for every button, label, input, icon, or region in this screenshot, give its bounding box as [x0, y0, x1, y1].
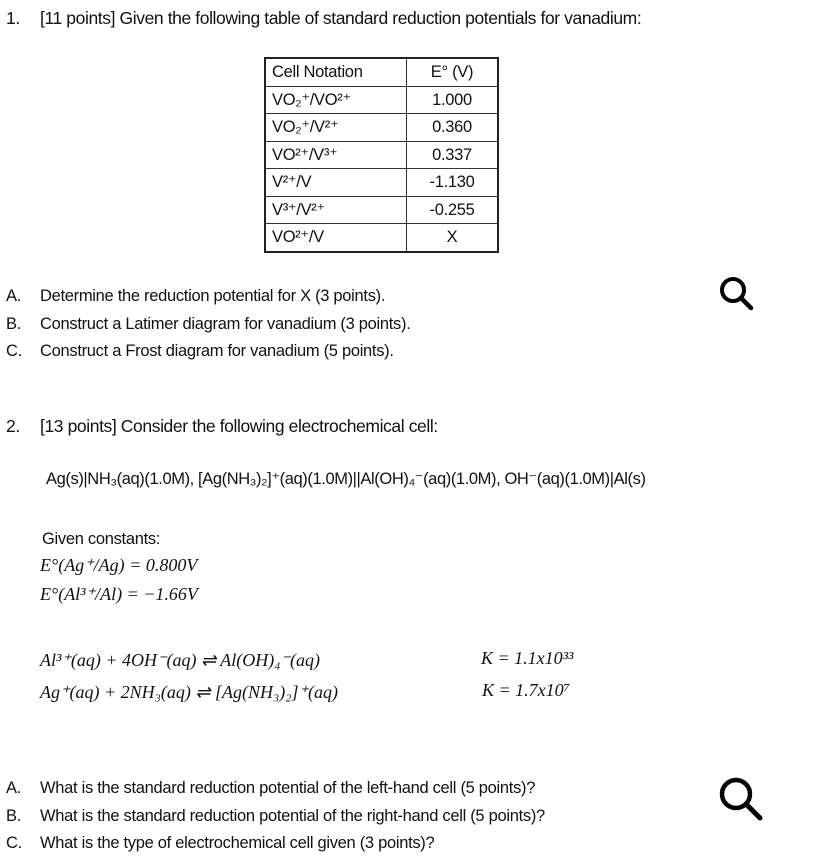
part-text: What is the type of electrochemical cell given (3 points)? [40, 834, 435, 852]
constant-label: E°(Ag⁺/Ag) [40, 555, 125, 575]
cell-notation: Ag(s)|NH₃(aq)(1.0M), [Ag(NH₃)₂]⁺(aq)(1.0M)||Al(OH)₄⁻(aq)(1.0M), OH⁻(aq)(1.0M)|Al(s) [46, 470, 646, 488]
part-letter: C. [6, 834, 22, 852]
question-2-parts [6, 779, 545, 862]
part-letter: B. [6, 314, 21, 333]
part-c [6, 342, 410, 370]
search-icon[interactable] [715, 274, 765, 320]
constant-ag [40, 555, 197, 576]
question-2-header [6, 416, 438, 437]
equilibrium-constant: K = 1.1x10³³ [481, 648, 574, 668]
part-letter: C. [6, 342, 22, 360]
constant-al [40, 584, 198, 605]
part-b [6, 807, 545, 835]
constant-label: E°(Al³⁺/Al) [40, 584, 123, 604]
part-text: What is the standard reduction potential of the right-hand cell (5 points)? [40, 806, 545, 825]
cell-potential: -1.130 [407, 169, 499, 197]
table-row [265, 141, 498, 169]
table-row [265, 114, 498, 142]
question-text: [13 points] Consider the following electrochemical cell: [40, 416, 438, 436]
part-letter: A. [6, 287, 21, 305]
constants-title: Given constants: [42, 530, 161, 548]
constant-value: = −1.66V [126, 584, 198, 604]
cell-potential: 0.360 [407, 114, 499, 142]
cell-couple: V²⁺/V [265, 169, 407, 197]
part-letter: B. [6, 806, 21, 825]
question-number: 1. [6, 8, 20, 28]
table-row [265, 196, 498, 224]
cell-couple: VO₂⁺/V²⁺ [265, 114, 407, 142]
cell-potential: 0.337 [407, 141, 499, 169]
search-icon[interactable] [712, 773, 772, 829]
part-text: Construct a Frost diagram for vanadium (5 points). [40, 342, 394, 360]
part-letter: A. [6, 779, 21, 797]
constant-value: = 0.800V [129, 555, 198, 575]
part-c [6, 834, 545, 862]
cell-couple: VO²⁺/V [265, 224, 407, 252]
cell-potential: X [407, 224, 499, 252]
table-header-row [265, 58, 498, 86]
column-header: E° (V) [407, 58, 499, 86]
column-header: Cell Notation [265, 58, 407, 86]
part-text: Determine the reduction potential for X (3 points). [40, 287, 386, 305]
equilibrium-constant: K = 1.7x10⁷ [482, 680, 570, 700]
reduction-potential-table [264, 57, 499, 253]
part-text: What is the standard reduction potential of the left-hand cell (5 points)? [40, 779, 536, 797]
part-text: Construct a Latimer diagram for vanadium (3 points). [40, 314, 411, 333]
cell-potential: 1.000 [407, 86, 499, 114]
part-a [6, 287, 410, 315]
equilibrium-reaction: Ag⁺(aq) + 2NH₃(aq) ⇌ [Ag(NH₃)₂]⁺(aq) [40, 682, 338, 702]
question-1-header [6, 8, 641, 29]
cell-couple: VO₂⁺/VO²⁺ [265, 86, 407, 114]
cell-couple: VO²⁺/V³⁺ [265, 141, 407, 169]
table-row [265, 224, 498, 252]
cell-couple: V³⁺/V²⁺ [265, 196, 407, 224]
question-text: [11 points] Given the following table of standard reduction potentials for vanadium: [40, 8, 642, 28]
table-row [265, 86, 498, 114]
equilibrium-reaction: Al³⁺(aq) + 4OH⁻(aq) ⇌ Al(OH)₄⁻(aq) [40, 650, 321, 670]
cell-potential: -0.255 [407, 196, 499, 224]
part-b [6, 315, 410, 343]
question-number: 2. [6, 416, 20, 436]
question-1-parts [6, 287, 410, 370]
table-row [265, 169, 498, 197]
part-a [6, 779, 545, 807]
